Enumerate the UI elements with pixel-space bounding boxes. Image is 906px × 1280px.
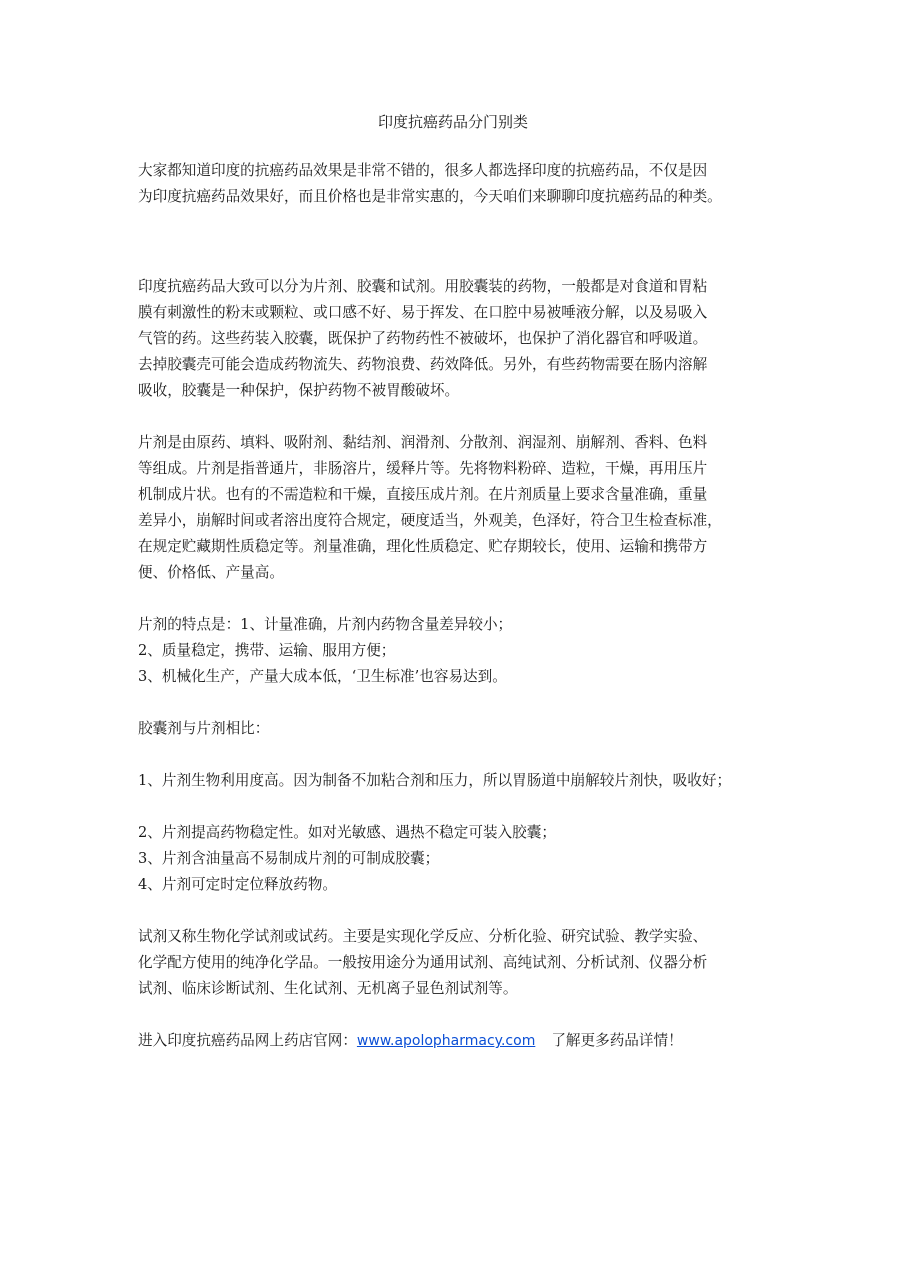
text-line: 膜有刺激性的粉末或颗粒、或口感不好、易于挥发、在口腔中易被唾液分解，以及易吸入	[138, 304, 708, 321]
text-line: 印度抗癌药品大致可以分为片剂、胶囊和试剂。用胶囊装的药物，一般都是对食道和胃粘	[138, 278, 708, 295]
text-line: 化学配方使用的纯净化学品。一般按用途分为通用试剂、高纯试剂、分析试剂、仪器分析	[138, 954, 708, 971]
text-line: 气管的药。这些药装入胶囊，既保护了药物药性不被破坏，也保护了消化器官和呼吸道。	[138, 330, 708, 347]
text-line: 在规定贮藏期性质稳定等。剂量准确，理化性质稳定、贮存期较长，使用、运输和携带方	[138, 538, 708, 555]
text-line: 试剂、临床诊断试剂、生化试剂、无机离子显色剂试剂等。	[138, 980, 518, 997]
website-link[interactable]: www.apolopharmacy.com	[356, 1033, 536, 1049]
intro-paragraph	[138, 158, 778, 210]
tablet-features-list	[138, 612, 778, 690]
footer-prefix: 进入印度抗癌药品网上药店官网：	[138, 1032, 357, 1049]
text-line: 差异小，崩解时间或者溶出度符合规定，硬度适当，外观美，色泽好，符合卫生检查标准，	[138, 512, 722, 529]
list-item: 1、片剂生物利用度高。因为制备不加粘合剂和压力，所以胃肠道中崩解较片剂快，吸收好；	[138, 772, 732, 789]
text-line: 大家都知道印度的抗癌药品效果是非常不错的，很多人都选择印度的抗癌药品，不仅是因	[138, 162, 708, 179]
text-line: 吸收，胶囊是一种保护，保护药物不被胃酸破坏。	[138, 382, 460, 399]
list-item: 3、机械化生产，产量大成本低，‘卫生标准’也容易达到。	[138, 668, 507, 685]
list-item: 片剂的特点是：1、计量准确，片剂内药物含量差异较小；	[138, 616, 513, 633]
text-line: 等组成。片剂是指普通片，非肠溶片，缓释片等。先将物料粉碎、造粒，干燥，再用压片	[138, 460, 708, 477]
text-line: 试剂又称生物化学试剂或试药。主要是实现化学反应、分析化验、研究试验、教学实验、	[138, 928, 708, 945]
compare-list	[138, 820, 778, 898]
tablet-paragraph	[138, 430, 778, 586]
list-item: 4、片剂可定时定位释放药物。	[138, 876, 338, 893]
text-line: 片剂是由原药、填料、吸附剂、黏结剂、润滑剂、分散剂、润湿剂、崩解剂、香料、色料	[138, 434, 708, 451]
document-body	[138, 158, 778, 1054]
text-line: 便、价格低、产量高。	[138, 564, 284, 581]
text-line: 去掉胶囊壳可能会造成药物流失、药物浪费、药效降低。另外，有些药物需要在肠内溶解	[138, 356, 708, 373]
compare-heading: 胶囊剂与片剂相比：	[138, 720, 270, 737]
footer-line	[138, 1028, 778, 1054]
capsule-paragraph	[138, 274, 778, 404]
reagent-paragraph	[138, 924, 778, 1002]
text-line: 为印度抗癌药品效果好，而且价格也是非常实惠的，今天咱们来聊聊印度抗癌药品的种类。	[138, 188, 722, 205]
list-item: 2、片剂提高药物稳定性。如对光敏感、遇热不稳定可装入胶囊；	[138, 824, 556, 841]
document-title: 印度抗癌药品分门别类	[377, 113, 528, 131]
footer-suffix: 了解更多药品详情！	[551, 1032, 683, 1049]
list-item: 2、质量稳定，携带、运输、服用方便；	[138, 642, 396, 659]
list-item: 3、片剂含油量高不易制成片剂的可制成胶囊；	[138, 850, 440, 867]
text-line: 机制成片状。也有的不需造粒和干燥，直接压成片剂。在片剂质量上要求含量准确，重量	[138, 486, 708, 503]
